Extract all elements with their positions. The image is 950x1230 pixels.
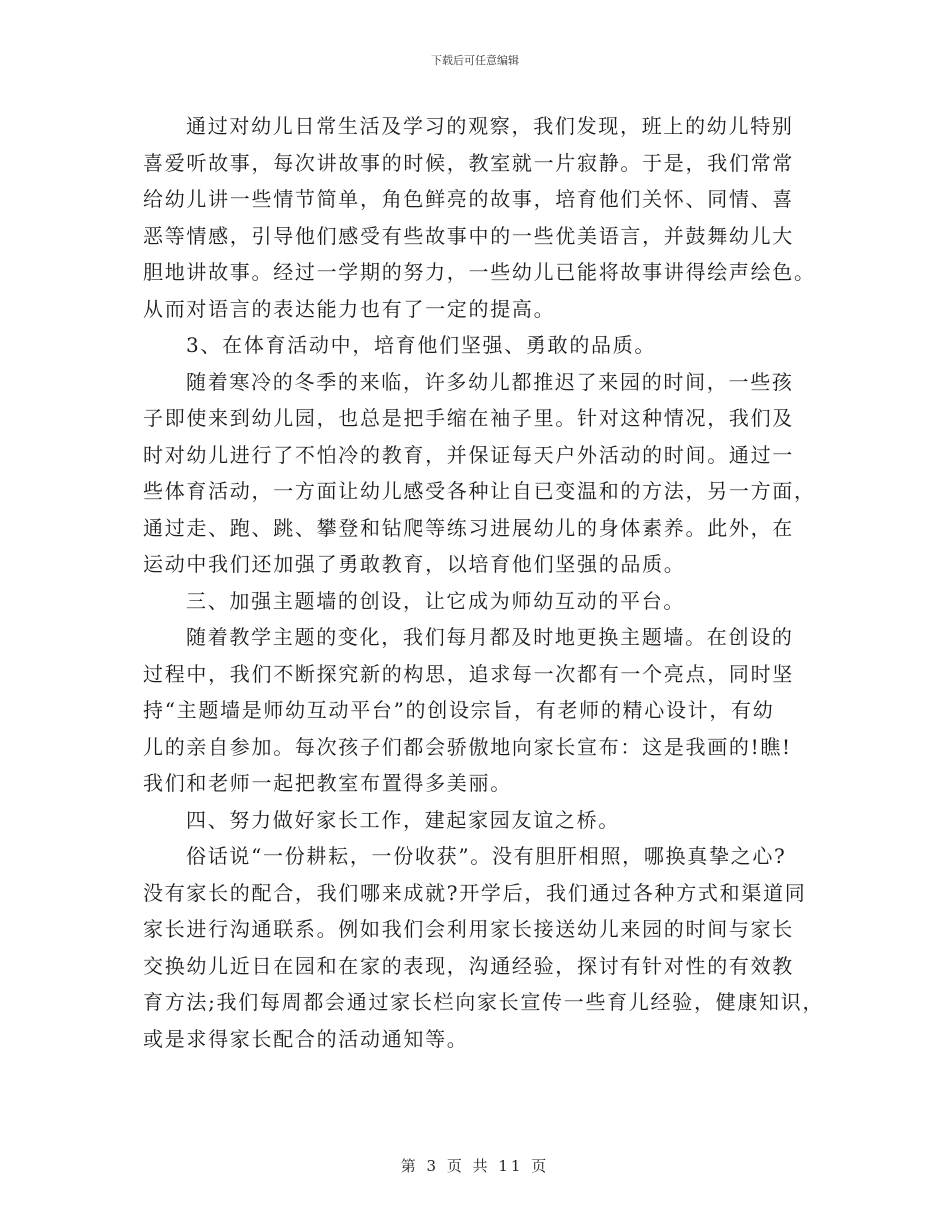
text-line: 通过对幼儿日常生活及学习的观察，我们发现，班上的幼儿特别 [186,114,794,138]
text-line: 运动中我们还加强了勇敢教育，以培育他们坚强的品质。 [143,552,686,576]
text-line: 些体育活动，一方面让幼儿感受各种让自已变温和的方法，另一方面， [143,479,816,503]
text-line: 俗话说“一份耕耘，一份收获”。没有胆肝相照，哪换真挚之心? [186,844,787,868]
text-line: 或是求得家长配合的活动通知等。 [143,1026,469,1051]
text-line: 没有家长的配合，我们哪来成就?开学后，我们通过各种方式和渠道同 [143,880,807,905]
text-line: 给幼儿讲一些情节简单，角色鲜亮的故事，培育他们关怀、同情、喜 [143,187,794,211]
text-line: 随着寒冷的冬季的来临，许多幼儿都推迟了来园的时间，一些孩 [186,369,794,394]
text-line: 家长进行沟通联系。例如我们会利用家长接送幼儿来园的时间与家长 [143,917,794,941]
page-number: 第 3 页 共 11 页 [400,1157,550,1175]
text-line: 时对幼儿进行了不怕冷的教育，并保证每天户外活动的时间。通过一 [143,442,794,467]
text-line: 恶等情感，引导他们感受有些故事中的一些优美语言，并鼓舞幼儿大 [143,223,794,248]
text-line: 儿的亲自参加。每次孩子们都会骄傲地向家长宣布：这是我画的!瞧! [143,734,792,759]
text-line: 育方法;我们每周都会通过家长栏向家长宣传一些育儿经验，健康知识， [143,990,825,1014]
text-line: 从而对语言的表达能力也有了一定的提高。 [143,296,556,321]
text-line: 子即使来到幼儿园，也总是把手缩在袖子里。针对这种情况，我们及 [143,406,794,430]
text-line: 交换幼儿近日在园和在家的表现，沟通经验，探讨有针对性的有效教 [143,953,794,978]
text-line: 3、在体育活动中，培育他们坚强、勇敢的品质。 [186,333,657,357]
text-line: 随着教学主题的变化，我们每月都及时地更换主题墙。在创设的 [186,625,794,649]
text-line: 持“主题墙是师幼互动平台”的创设宗旨，有老师的精心设计，有幼 [143,698,775,722]
text-line: 胆地讲故事。经过一学期的努力，一些幼儿已能将故事讲得绘声绘色。 [143,260,816,284]
text-line: 通过走、跑、跳、攀登和钻爬等练习进展幼儿的身体素养。此外，在 [143,515,794,540]
text-line: 喜爱听故事，每次讲故事的时候，教室就一片寂静。于是，我们常常 [143,150,794,175]
text-line: 过程中，我们不断探究新的构思，追求每一次都有一个亮点，同时坚 [143,661,794,686]
text-line: 我们和老师一起把教室布置得多美丽。 [143,771,512,795]
text-line: 四、努力做好家长工作，建起家园友谊之桥。 [186,807,620,832]
header-note: 下载后可任意编辑 [431,54,519,67]
text-line: 三、加强主题墙的创设，让它成为师幼互动的平台。 [186,588,686,613]
document-body [143,108,825,1057]
